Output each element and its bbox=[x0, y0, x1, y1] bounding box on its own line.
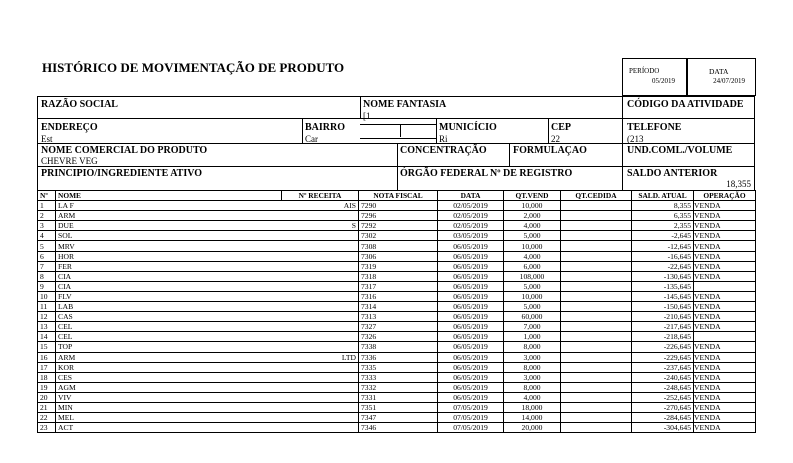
endereco-value: Est bbox=[41, 134, 53, 144]
col-data-cell: 07/05/2019 bbox=[438, 423, 504, 433]
periodo-box bbox=[622, 58, 688, 96]
col-receita-cell bbox=[282, 251, 359, 261]
rule bbox=[622, 96, 623, 191]
col-numero-cell: 5 bbox=[38, 241, 56, 251]
col-numero-cell: 12 bbox=[38, 312, 56, 322]
col-nota-fiscal-cell: 7317 bbox=[359, 281, 438, 291]
col-nota-fiscal-cell: 7331 bbox=[359, 392, 438, 402]
col-receita-cell bbox=[282, 372, 359, 382]
col-receita-cell bbox=[282, 231, 359, 241]
col-operacao-cell: VENDA bbox=[694, 423, 756, 433]
col-nome-cell: FLV bbox=[56, 291, 282, 301]
endereco-label: ENDEREÇO bbox=[41, 122, 98, 133]
col-qt-vend-cell: 8,000 bbox=[504, 382, 561, 392]
col-receita-header: Nº RECEITA bbox=[282, 191, 359, 201]
rule bbox=[397, 143, 398, 190]
col-data-cell: 02/05/2019 bbox=[438, 211, 504, 221]
col-qt-cedida-cell bbox=[561, 231, 632, 241]
col-qt-vend-cell: 2,000 bbox=[504, 211, 561, 221]
col-operacao-cell: VENDA bbox=[694, 402, 756, 412]
col-qt-vend-cell: 18,000 bbox=[504, 402, 561, 412]
col-nome-cell: SOL bbox=[56, 231, 282, 241]
col-qt-vend-cell: 20,000 bbox=[504, 423, 561, 433]
col-numero-cell: 21 bbox=[38, 402, 56, 412]
col-saldo-atual-cell: -12,645 bbox=[632, 241, 694, 251]
col-operacao-cell: VENDA bbox=[694, 241, 756, 251]
col-nome-cell: MRV bbox=[56, 241, 282, 251]
bairro-label: BAIRRO bbox=[305, 122, 346, 133]
col-saldo-atual-cell: -135,645 bbox=[632, 281, 694, 291]
col-saldo-atual-cell: -22,645 bbox=[632, 261, 694, 271]
table-row bbox=[38, 221, 756, 231]
col-qt-cedida-cell bbox=[561, 392, 632, 402]
col-saldo-atual-cell: -252,645 bbox=[632, 392, 694, 402]
col-data-cell: 06/05/2019 bbox=[438, 362, 504, 372]
table-header-row bbox=[38, 191, 756, 201]
rule bbox=[400, 125, 401, 137]
col-nome-cell: ACT bbox=[56, 423, 282, 433]
col-data-cell: 06/05/2019 bbox=[438, 322, 504, 332]
rule bbox=[509, 143, 510, 166]
col-nome-cell: VIV bbox=[56, 392, 282, 402]
col-nome-cell: TOP bbox=[56, 342, 282, 352]
principio-label: PRINCIPIO/INGREDIENTE ATIVO bbox=[41, 168, 203, 179]
col-saldo-atual-cell: -229,645 bbox=[632, 352, 694, 362]
col-data-cell: 03/05/2019 bbox=[438, 231, 504, 241]
col-data-cell: 06/05/2019 bbox=[438, 312, 504, 322]
col-nota-fiscal-cell: 7292 bbox=[359, 221, 438, 231]
col-nota-fiscal-cell: 7319 bbox=[359, 261, 438, 271]
col-data-cell: 06/05/2019 bbox=[438, 251, 504, 261]
col-nome-cell: LA F bbox=[56, 201, 282, 211]
rule bbox=[37, 166, 755, 167]
table-row bbox=[38, 261, 756, 271]
col-qt-vend-cell: 10,000 bbox=[504, 241, 561, 251]
col-nota-fiscal-cell: 7332 bbox=[359, 382, 438, 392]
col-qt-vend-cell: 108,000 bbox=[504, 271, 561, 281]
table-row bbox=[38, 241, 756, 251]
col-qt-cedida-cell bbox=[561, 261, 632, 271]
col-saldo-atual-cell: -240,645 bbox=[632, 372, 694, 382]
rule bbox=[37, 96, 38, 191]
table-row bbox=[38, 332, 756, 342]
col-saldo-atual-cell: -130,645 bbox=[632, 271, 694, 281]
col-numero-cell: 16 bbox=[38, 352, 56, 362]
col-operacao-cell: VENDA bbox=[694, 372, 756, 382]
col-nota-fiscal-cell: 7313 bbox=[359, 312, 438, 322]
col-numero-cell: 20 bbox=[38, 392, 56, 402]
table-row bbox=[38, 413, 756, 423]
telefone-label: TELEFONE bbox=[627, 122, 682, 133]
col-operacao-cell: VENDA bbox=[694, 352, 756, 362]
col-qt-cedida-cell bbox=[561, 201, 632, 211]
col-numero-cell: 23 bbox=[38, 423, 56, 433]
col-numero-cell: 22 bbox=[38, 413, 56, 423]
nome-comercial-label: NOME COMERCIAL DO PRODUTO bbox=[41, 145, 208, 156]
col-nome-cell: HOR bbox=[56, 251, 282, 261]
col-data-cell: 06/05/2019 bbox=[438, 332, 504, 342]
table-row bbox=[38, 342, 756, 352]
table-row bbox=[38, 211, 756, 221]
rule bbox=[548, 119, 549, 143]
col-saldo-atual-cell: -2,645 bbox=[632, 231, 694, 241]
col-qt-vend-cell: 60,000 bbox=[504, 312, 561, 322]
col-qt-vend-cell: 10,000 bbox=[504, 201, 561, 211]
document-title: HISTÓRICO DE MOVIMENTAÇÃO DE PRODUTO bbox=[42, 60, 345, 75]
col-qt-cedida-cell bbox=[561, 402, 632, 412]
col-nome-cell: CIA bbox=[56, 281, 282, 291]
table-row bbox=[38, 362, 756, 372]
table-row bbox=[38, 382, 756, 392]
rule bbox=[37, 96, 755, 97]
col-receita-cell bbox=[282, 382, 359, 392]
col-operacao-cell bbox=[694, 281, 756, 291]
col-numero-cell: 4 bbox=[38, 231, 56, 241]
telefone-value: (213 bbox=[627, 134, 644, 144]
table-row bbox=[38, 322, 756, 332]
table-row bbox=[38, 291, 756, 301]
col-qt-cedida-cell bbox=[561, 413, 632, 423]
col-qt-cedida-cell bbox=[561, 372, 632, 382]
col-nome-cell: MIN bbox=[56, 402, 282, 412]
col-nome-cell: LAB bbox=[56, 302, 282, 312]
col-operacao-cell: VENDA bbox=[694, 342, 756, 352]
col-nota-fiscal-cell: 7351 bbox=[359, 402, 438, 412]
razao-social-label: RAZÃO SOCIAL bbox=[41, 99, 118, 110]
col-data-cell: 02/05/2019 bbox=[438, 201, 504, 211]
rule bbox=[302, 119, 303, 143]
col-nome-cell: ARM bbox=[56, 211, 282, 221]
table-row bbox=[38, 372, 756, 382]
col-numero-cell: 3 bbox=[38, 221, 56, 231]
col-saldo-atual-cell: -150,645 bbox=[632, 302, 694, 312]
col-operacao-cell: VENDA bbox=[694, 221, 756, 231]
col-qt-cedida-cell bbox=[561, 281, 632, 291]
col-nome-cell: FER bbox=[56, 261, 282, 271]
table-row bbox=[38, 231, 756, 241]
col-receita-cell bbox=[282, 332, 359, 342]
periodo-label: PERÍODO bbox=[629, 67, 660, 75]
und-coml-label: UND.COML./VOLUME bbox=[627, 145, 733, 156]
col-qt-vend-cell: 4,000 bbox=[504, 221, 561, 231]
col-nota-fiscal-cell: 7346 bbox=[359, 423, 438, 433]
col-nome-cell: CES bbox=[56, 372, 282, 382]
col-receita-cell bbox=[282, 342, 359, 352]
col-saldo-atual-cell: -237,645 bbox=[632, 362, 694, 372]
col-data-cell: 06/05/2019 bbox=[438, 342, 504, 352]
col-qt-vend-cell: 5,000 bbox=[504, 302, 561, 312]
col-receita-cell bbox=[282, 211, 359, 221]
col-qt-cedida-cell bbox=[561, 302, 632, 312]
table-row bbox=[38, 302, 756, 312]
col-qt-vend-cell: 14,000 bbox=[504, 413, 561, 423]
table-row bbox=[38, 392, 756, 402]
movements-table bbox=[37, 190, 756, 433]
col-nota-fiscal-cell: 7326 bbox=[359, 332, 438, 342]
col-saldo-atual-cell: -16,645 bbox=[632, 251, 694, 261]
col-data-cell: 06/05/2019 bbox=[438, 392, 504, 402]
col-qt-cedida-cell bbox=[561, 271, 632, 281]
col-nota-fiscal-cell: 7333 bbox=[359, 372, 438, 382]
col-receita-cell bbox=[282, 291, 359, 301]
col-numero-cell: 1 bbox=[38, 201, 56, 211]
col-operacao-cell: VENDA bbox=[694, 302, 756, 312]
col-operacao-cell: VENDA bbox=[694, 211, 756, 221]
col-data-cell: 06/05/2019 bbox=[438, 291, 504, 301]
col-data-cell: 06/05/2019 bbox=[438, 302, 504, 312]
col-operacao-cell: VENDA bbox=[694, 251, 756, 261]
col-receita-cell bbox=[282, 261, 359, 271]
col-nome-cell: MEL bbox=[56, 413, 282, 423]
table-row bbox=[38, 251, 756, 261]
col-operacao-cell: VENDA bbox=[694, 392, 756, 402]
col-nome-cell: CAS bbox=[56, 312, 282, 322]
table-body bbox=[38, 201, 756, 433]
table-row bbox=[38, 281, 756, 291]
nome-fantasia-label: NOME FANTASIA bbox=[363, 99, 447, 110]
col-qt-cedida-cell bbox=[561, 221, 632, 231]
col-nota-fiscal-cell: 7296 bbox=[359, 211, 438, 221]
concentracao-label: CONCENTRAÇÃO bbox=[400, 145, 487, 156]
col-qt-cedida-header: QT.CEDIDA bbox=[561, 191, 632, 201]
col-receita-cell bbox=[282, 402, 359, 412]
col-saldo-atual-cell: -248,645 bbox=[632, 382, 694, 392]
col-nota-fiscal-cell: 7318 bbox=[359, 271, 438, 281]
col-operacao-cell: VENDA bbox=[694, 291, 756, 301]
col-qt-cedida-cell bbox=[561, 241, 632, 251]
col-receita-cell: AIS bbox=[282, 201, 359, 211]
rule bbox=[436, 119, 437, 143]
col-qt-cedida-cell bbox=[561, 362, 632, 372]
saldo-anterior-label: SALDO ANTERIOR bbox=[627, 168, 718, 179]
col-qt-vend-cell: 6,000 bbox=[504, 261, 561, 271]
col-operacao-cell bbox=[694, 332, 756, 342]
col-numero-cell: 2 bbox=[38, 211, 56, 221]
col-numero-cell: 14 bbox=[38, 332, 56, 342]
periodo-value: 05/2019 bbox=[652, 77, 675, 85]
data-label: DATA bbox=[709, 67, 729, 76]
rule bbox=[360, 96, 361, 119]
col-nome-header: NOME bbox=[56, 191, 282, 201]
col-operacao-cell: VENDA bbox=[694, 312, 756, 322]
table-row bbox=[38, 201, 756, 211]
municipio-label: MUNICÍCIO bbox=[439, 122, 497, 133]
col-numero-cell: 15 bbox=[38, 342, 56, 352]
col-numero-cell: 19 bbox=[38, 382, 56, 392]
col-nome-cell: CEL bbox=[56, 332, 282, 342]
col-operacao-header: OPERAÇÃO bbox=[694, 191, 756, 201]
col-qt-vend-cell: 4,000 bbox=[504, 251, 561, 261]
col-qt-cedida-cell bbox=[561, 342, 632, 352]
col-nome-cell: DUE bbox=[56, 221, 282, 231]
col-numero-cell: 18 bbox=[38, 372, 56, 382]
data-box bbox=[686, 58, 756, 96]
col-receita-cell bbox=[282, 322, 359, 332]
col-nota-fiscal-cell: 7336 bbox=[359, 352, 438, 362]
col-qt-vend-cell: 7,000 bbox=[504, 322, 561, 332]
municipio-value: Ri bbox=[439, 134, 448, 144]
col-qt-cedida-cell bbox=[561, 352, 632, 362]
col-qt-cedida-cell bbox=[561, 332, 632, 342]
col-receita-cell bbox=[282, 392, 359, 402]
col-nome-cell: CEL bbox=[56, 322, 282, 332]
col-saldo-atual-header: SALD. ATUAL bbox=[632, 191, 694, 201]
col-receita-cell bbox=[282, 241, 359, 251]
col-data-cell: 02/05/2019 bbox=[438, 221, 504, 231]
col-qt-cedida-cell bbox=[561, 291, 632, 301]
col-saldo-atual-cell: -270,645 bbox=[632, 402, 694, 412]
col-data-cell: 06/05/2019 bbox=[438, 281, 504, 291]
table-row bbox=[38, 352, 756, 362]
col-nome-cell: CIA bbox=[56, 271, 282, 281]
formulacao-label: FORMULAÇAO bbox=[513, 145, 587, 156]
col-receita-cell bbox=[282, 281, 359, 291]
col-numero-header: Nº bbox=[38, 191, 56, 201]
col-receita-cell bbox=[282, 423, 359, 433]
data-value: 24/07/2019 bbox=[713, 77, 745, 85]
col-qt-vend-cell: 5,000 bbox=[504, 231, 561, 241]
col-saldo-atual-cell: -145,645 bbox=[632, 291, 694, 301]
col-receita-cell bbox=[282, 362, 359, 372]
saldo-anterior-value: 18,355 bbox=[726, 179, 751, 189]
bairro-value: Car bbox=[305, 134, 318, 144]
table-row bbox=[38, 271, 756, 281]
col-receita-cell: LTD bbox=[282, 352, 359, 362]
col-qt-vend-header: QT.VEND bbox=[504, 191, 561, 201]
col-data-cell: 06/05/2019 bbox=[438, 261, 504, 271]
codigo-atividade-label: CÓDIGO DA ATIVIDADE bbox=[627, 99, 744, 110]
col-qt-cedida-cell bbox=[561, 312, 632, 322]
col-qt-cedida-cell bbox=[561, 211, 632, 221]
col-receita-cell bbox=[282, 271, 359, 281]
nome-fantasia-value: [1 bbox=[363, 111, 371, 121]
col-qt-cedida-cell bbox=[561, 382, 632, 392]
table-row bbox=[38, 423, 756, 433]
col-saldo-atual-cell: -304,645 bbox=[632, 423, 694, 433]
col-data-cell: 06/05/2019 bbox=[438, 372, 504, 382]
col-receita-cell bbox=[282, 312, 359, 322]
col-numero-cell: 7 bbox=[38, 261, 56, 271]
col-nome-cell: ARM bbox=[56, 352, 282, 362]
col-operacao-cell: VENDA bbox=[694, 322, 756, 332]
col-nota-fiscal-cell: 7308 bbox=[359, 241, 438, 251]
col-qt-vend-cell: 8,000 bbox=[504, 342, 561, 352]
col-numero-cell: 9 bbox=[38, 281, 56, 291]
col-nome-cell: AGM bbox=[56, 382, 282, 392]
col-numero-cell: 17 bbox=[38, 362, 56, 372]
col-nota-fiscal-header: NOTA FISCAL bbox=[359, 191, 438, 201]
col-operacao-cell: VENDA bbox=[694, 201, 756, 211]
col-numero-cell: 11 bbox=[38, 302, 56, 312]
rule bbox=[360, 124, 436, 125]
col-qt-cedida-cell bbox=[561, 322, 632, 332]
col-qt-vend-cell: 4,000 bbox=[504, 392, 561, 402]
rule bbox=[754, 96, 755, 191]
col-nota-fiscal-cell: 7327 bbox=[359, 322, 438, 332]
col-saldo-atual-cell: -284,645 bbox=[632, 413, 694, 423]
col-qt-cedida-cell bbox=[561, 251, 632, 261]
orgao-label: ÓRGÃO FEDERAL Nº DE REGISTRO bbox=[400, 168, 573, 179]
col-operacao-cell: VENDA bbox=[694, 271, 756, 281]
nome-comercial-value: CHEVRE VEG bbox=[41, 156, 98, 166]
col-receita-cell: S bbox=[282, 221, 359, 231]
col-qt-vend-cell: 3,000 bbox=[504, 352, 561, 362]
col-numero-cell: 8 bbox=[38, 271, 56, 281]
col-operacao-cell: VENDA bbox=[694, 261, 756, 271]
col-data-cell: 06/05/2019 bbox=[438, 382, 504, 392]
col-qt-vend-cell: 10,000 bbox=[504, 291, 561, 301]
col-operacao-cell: VENDA bbox=[694, 413, 756, 423]
col-saldo-atual-cell: -210,645 bbox=[632, 312, 694, 322]
rule bbox=[37, 118, 755, 119]
col-data-header: DATA bbox=[438, 191, 504, 201]
table-row bbox=[38, 402, 756, 412]
table-row bbox=[38, 312, 756, 322]
col-operacao-cell: VENDA bbox=[694, 382, 756, 392]
col-qt-cedida-cell bbox=[561, 423, 632, 433]
col-qt-vend-cell: 3,000 bbox=[504, 372, 561, 382]
col-nota-fiscal-cell: 7302 bbox=[359, 231, 438, 241]
cep-label: CEP bbox=[551, 122, 571, 133]
col-nota-fiscal-cell: 7335 bbox=[359, 362, 438, 372]
col-nota-fiscal-cell: 7290 bbox=[359, 201, 438, 211]
col-numero-cell: 10 bbox=[38, 291, 56, 301]
col-data-cell: 06/05/2019 bbox=[438, 241, 504, 251]
col-saldo-atual-cell: -217,645 bbox=[632, 322, 694, 332]
col-qt-vend-cell: 1,000 bbox=[504, 332, 561, 342]
col-data-cell: 07/05/2019 bbox=[438, 413, 504, 423]
col-operacao-cell: VENDA bbox=[694, 231, 756, 241]
col-saldo-atual-cell: 8,355 bbox=[632, 201, 694, 211]
col-saldo-atual-cell: -218,645 bbox=[632, 332, 694, 342]
col-nome-cell: KOR bbox=[56, 362, 282, 372]
col-receita-cell bbox=[282, 413, 359, 423]
col-numero-cell: 6 bbox=[38, 251, 56, 261]
col-data-cell: 06/05/2019 bbox=[438, 352, 504, 362]
col-receita-cell bbox=[282, 302, 359, 312]
col-nota-fiscal-cell: 7314 bbox=[359, 302, 438, 312]
col-operacao-cell: VENDA bbox=[694, 362, 756, 372]
col-data-cell: 07/05/2019 bbox=[438, 402, 504, 412]
col-nota-fiscal-cell: 7306 bbox=[359, 251, 438, 261]
rule bbox=[360, 138, 436, 139]
col-saldo-atual-cell: -226,645 bbox=[632, 342, 694, 352]
col-numero-cell: 13 bbox=[38, 322, 56, 332]
col-nota-fiscal-cell: 7347 bbox=[359, 413, 438, 423]
col-nota-fiscal-cell: 7316 bbox=[359, 291, 438, 301]
col-nota-fiscal-cell: 7338 bbox=[359, 342, 438, 352]
col-data-cell: 06/05/2019 bbox=[438, 271, 504, 281]
col-saldo-atual-cell: 2,355 bbox=[632, 221, 694, 231]
col-qt-vend-cell: 8,000 bbox=[504, 362, 561, 372]
col-saldo-atual-cell: 6,355 bbox=[632, 211, 694, 221]
col-qt-vend-cell: 5,000 bbox=[504, 281, 561, 291]
rule bbox=[37, 143, 755, 144]
cep-value: 22 bbox=[551, 134, 560, 144]
